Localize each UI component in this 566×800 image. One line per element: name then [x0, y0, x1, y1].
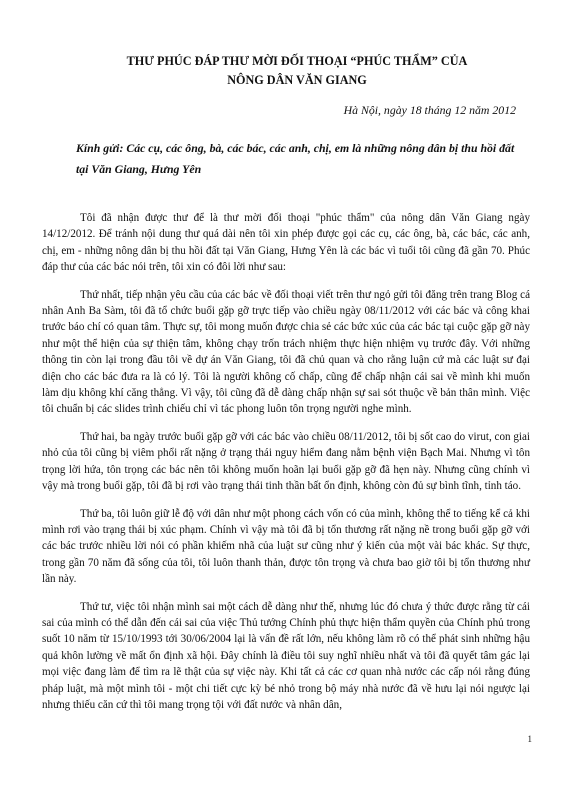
title-line-1: THƯ PHÚC ĐÁP THƯ MỜI ĐỐI THOẠI “PHÚC THẨM” CỦA	[126, 54, 468, 68]
salutation-lead: Kính gửi:	[76, 141, 124, 155]
salutation-body: Các cụ, các ông, bà, các bác, các anh, chị, em là những nông dân bị thu hồi đất tại Văn Giang, Hưng Yên	[76, 141, 515, 176]
page-number: 1	[527, 734, 532, 744]
letter-title	[64, 52, 530, 90]
letter-body	[42, 210, 530, 713]
salutation	[76, 138, 522, 180]
title-line-2: NÔNG DÂN VĂN GIANG	[227, 73, 367, 87]
paragraph-first: Thứ nhất, tiếp nhận yêu cầu của các bác về đối thoại viết trên thư ngỏ gửi tôi đăng trên trang Blog cá nhân Anh Ba Sàm, tôi đã tổ chức buổi gặp gỡ trực tiếp vào chiều ngày 08/11/2012 với các bác và công khai trước báo chí có quan tâm. Thực sự, tôi mong muốn được chia sẻ các bức xúc của các bác tại cuộc gặp gỡ này như một thể hiện của sự thiện tâm, không chạy trốn trách nhiệm thực hiện nhiệm vụ trước đây. Với những thông tin còn lại trong đầu tôi về dự án Văn Giang, tôi đã chủ quan và cho rằng luận cứ mà các luật sư đại diện cho các bác đưa ra là có lý. Tôi là người không cố chấp, cũng để chấp nhận cái sai về mình khi muốn làm dịu không khí căng thẳng. Vì vậy, tôi cũng đã dễ dàng chấp nhận sự sai sót thuộc về bản thân mình. Việc tôi chuẩn bị các slides trình chiếu chỉ vì tác phong luôn tôn trọng người nghe mình.	[42, 288, 530, 416]
dateline: Hà Nội, ngày 18 tháng 12 năm 2012	[343, 103, 516, 117]
paragraph-fourth: Thứ tư, việc tôi nhận mình sai một cách dễ dàng như thế, nhưng lúc đó chưa ý thức được rằng từ cái sai của mình có thể dẫn đến cái sai của việc Thủ tướng Chính phủ thực hiện thẩm quyền của Chính phủ trong suốt 10 năm từ 15/10/1993 tới 30/06/2004 lại là vấn đề rất lớn, nếu không làm rõ có thể phát sinh những hậu quả khôn lường về mất ổn định xã hội. Đây chính là điều tôi suy nghĩ nhiều nhất và tôi đã quyết tâm gác lại mọi việc đang làm để tìm ra lẽ thật của sự việc này. Khi tất cả các cơ quan nhà nước các cấp nói rằng đúng pháp luật, mà một mình tôi - một chi tiết cực kỳ bé nhỏ trong bộ máy nhà nước đã về hưu lại nói ngược lại nhưng thiếu căn cứ thì tôi mang trọng tội với đất nước và nhân dân,	[42, 600, 530, 711]
paragraph-third: Thứ ba, tôi luôn giữ lễ độ với dân như một phong cách vốn có của mình, không thể to tiếng kể cả khi mình rơi vào trạng thái bị xúc phạm. Chính vì vậy mà tôi đã bị tổn thương rất nặng nề trong buổi gặp gỡ với các bác trước nhiều lời nói có phần khiếm nhã của luật sư cũng như ý kiến của một vài bác khác. Sự thực, trong gần 70 năm đã sống của tôi, tôi luôn thanh thản, được tôn trọng và chưa bao giờ tôi bị tổn thương như lần này.	[42, 507, 530, 586]
paragraph-second: Thứ hai, ba ngày trước buổi gặp gỡ với các bác vào chiều 08/11/2012, tôi bị sốt cao do virut, con giai nhỏ của tôi cũng bị viêm phổi rất nặng ở trạng thái nguy hiểm đang nằm bệnh viện Bạch Mai. Nhưng vì tôn trọng lời hứa, tôn trọng các bác nên tôi không muốn hoãn lại buổi gặp gỡ đã hẹn này. Nhưng cũng chính vì vậy mà trong buổi gặp, tôi đã bị rơi vào trạng thái tinh thần bất ổn định, không còn đủ sự bình tĩnh, tỉnh táo.	[42, 430, 530, 493]
paragraph-intro: Tôi đã nhận được thư để là thư mời đối thoại "phúc thẩm" của nông dân Văn Giang ngày 14/12/2012. Để tránh nội dung thư quá dài nên tôi xin phép được gọi các cụ, các ông, bà, các bác, các anh, chị, em - những nông dân bị thu hồi đất tại Văn Giang, Hưng Yên là các bác vì tuổi tôi cũng đã gần 70. Phúc đáp thư của các bác nói trên, tôi xin có đôi lời như sau:	[42, 212, 530, 274]
